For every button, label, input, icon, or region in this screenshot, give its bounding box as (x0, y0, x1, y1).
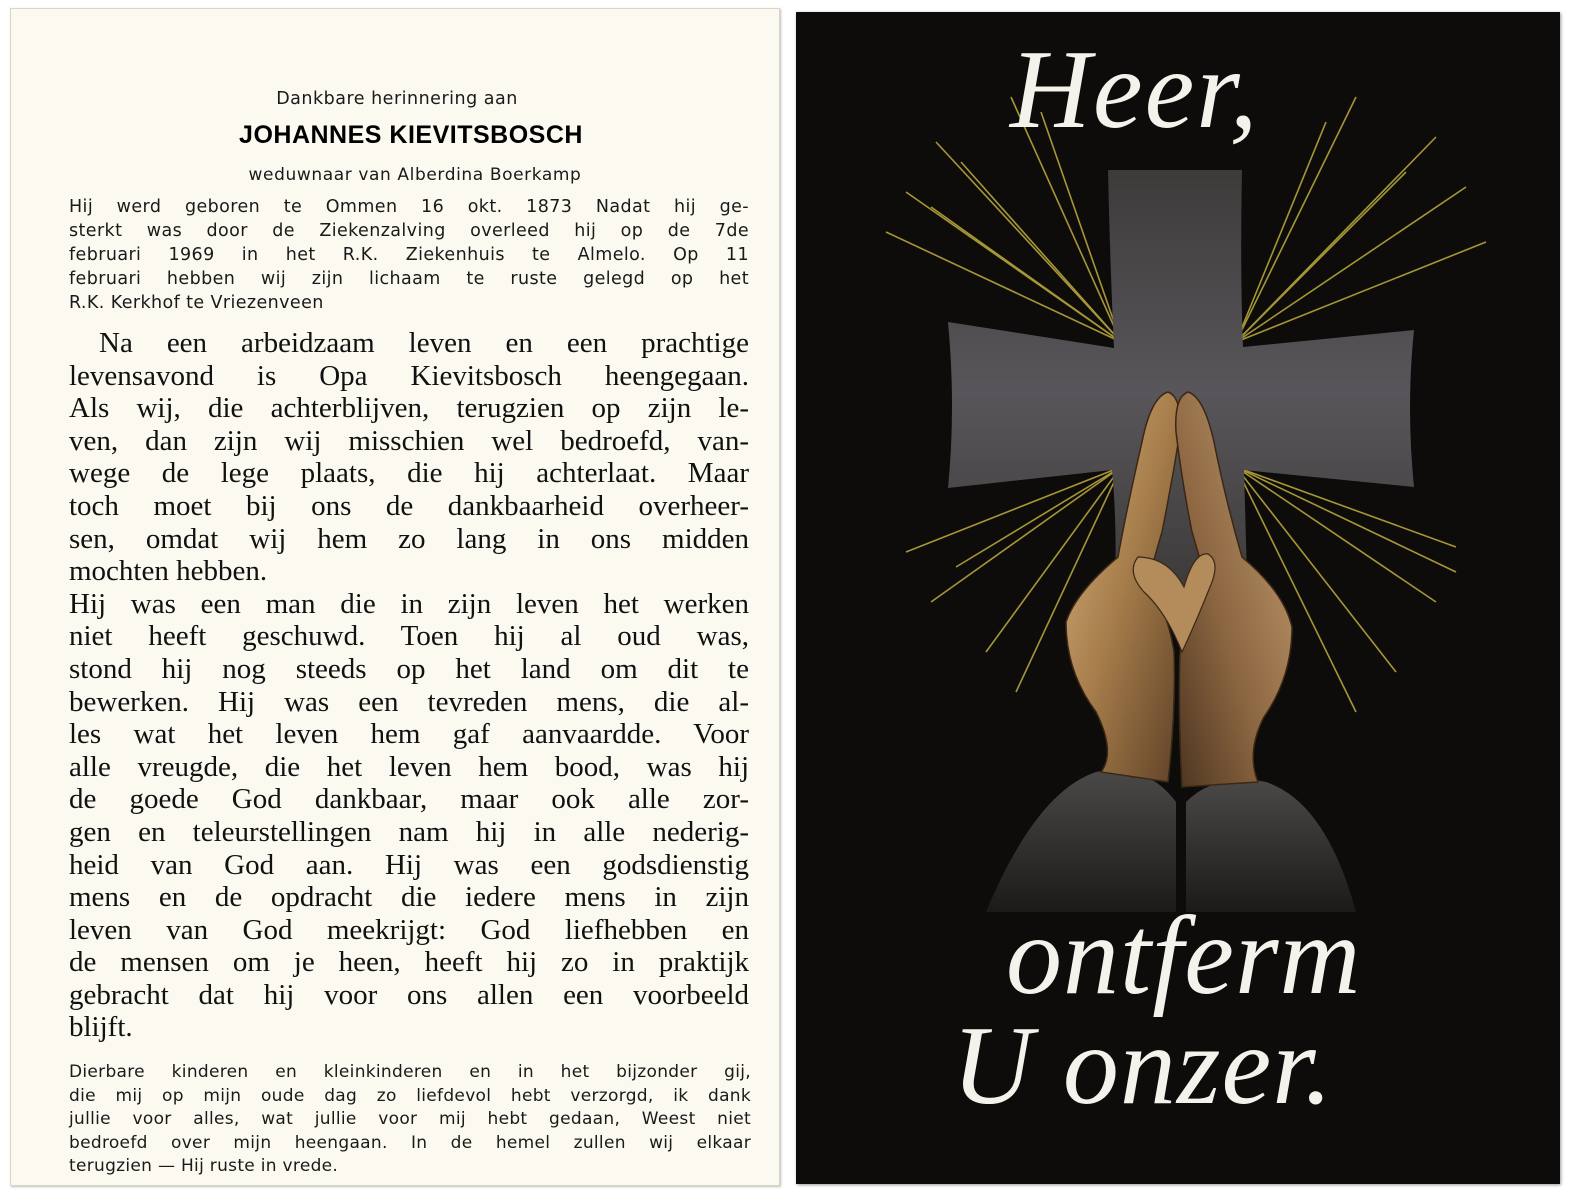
closing-line: jullie voor alles, wat jullie voor mij hebt gedaan, Weest niet (69, 1109, 751, 1129)
text-line: stond hij nog steeds op het land om dit te (69, 652, 749, 685)
closing-line: bedroefd over mijn heengaan. In de hemel zullen wij elkaar (69, 1132, 751, 1153)
text-line: Hij was een man die in zijn leven het werken (69, 587, 749, 620)
closing-line: die mij op mijn oude dag zo liefdevol hebt verzorgd, ik dank (69, 1085, 751, 1106)
memorial-card-image-side (796, 12, 1560, 1184)
text-line: Als wij, die achterblijven, terugzien op zijn le- (69, 392, 749, 425)
text-line: gebracht dat hij voor ons allen een voorbeeld (69, 978, 749, 1011)
text-line: gen en teleurstellingen nam hij in alle nederig- (69, 815, 749, 848)
bio-line: Hij werd geboren te Ommen 16 okt. 1873 Nadat hij ge- (69, 197, 749, 217)
text-line: mens en de opdracht die iedere mens in zijn (69, 881, 749, 914)
text-line: sen, omdat wij hem zo lang in ons midden (69, 522, 749, 555)
text-line: mochten hebben. (69, 555, 268, 588)
text-line: bewerken. Hij was een tevreden mens, die al- (69, 685, 749, 718)
text-line: Na een arbeidzaam leven en een prachtige (99, 327, 749, 359)
text-line: niet heeft geschuwd. Toen hij al oud was, (69, 620, 749, 653)
left-sleeve (986, 770, 1176, 912)
memorial-card-text-side (10, 8, 780, 1186)
heading-ontferm: ontferm (1006, 894, 1362, 1018)
bio-line: februari 1969 in het R.K. Ziekenhuis te Almelo. Op 11 (69, 245, 749, 265)
text-line: les wat het leven hem gaf aanvaardde. Voor (69, 718, 749, 751)
closing-paragraph (69, 1061, 751, 1179)
text-line: alle vreugde, die het leven hem bood, was hij (69, 750, 749, 783)
text-line: blijft. (69, 1011, 133, 1044)
text-line: wege de lege plaats, die hij achterlaat. Maar (69, 457, 749, 490)
closing-line: Dierbare kinderen en kleinkinderen en in het bijzonder gij, (69, 1062, 751, 1082)
text-line: de mensen om je heen, heeft hij zo in praktijk (69, 946, 749, 979)
deceased-name: JOHANNES KIEVITSBOSCH (239, 121, 583, 149)
biography-paragraph (69, 195, 749, 315)
heading-heer: Heer, (1010, 28, 1260, 152)
text-line: toch moet bij ons de dankbaarheid overheer- (69, 489, 749, 522)
text-line: de goede God dankbaar, maar ook alle zor- (69, 783, 749, 816)
bio-line: februari hebben wij zijn lichaam te ruste gelegd op het (69, 269, 749, 289)
closing-line: terugzien — Hij ruste in vrede. (69, 1156, 339, 1176)
text-line: heid van God aan. Hij was een godsdienstig (69, 848, 749, 881)
memorial-text (69, 327, 749, 1044)
text-line: levensavond is Opa Kievitsbosch heengegaan. (69, 359, 749, 392)
text-line: leven van God meekrijgt: God liefhebben en (69, 913, 749, 946)
heading-u-onzer: U onzer. (952, 1004, 1334, 1128)
text-line: ven, dan zijn wij misschien wel bedroefd, van- (69, 424, 749, 457)
cross-shape (948, 170, 1414, 612)
widower-line: weduwnaar van Alberdina Boerkamp (248, 165, 582, 185)
intro-line: Dankbare herinnering aan (276, 89, 518, 109)
bio-line: R.K. Kerkhof te Vriezenveen (69, 293, 324, 313)
bio-line: sterkt was door de Ziekenzalving overleed hij op de 7de (69, 221, 749, 241)
